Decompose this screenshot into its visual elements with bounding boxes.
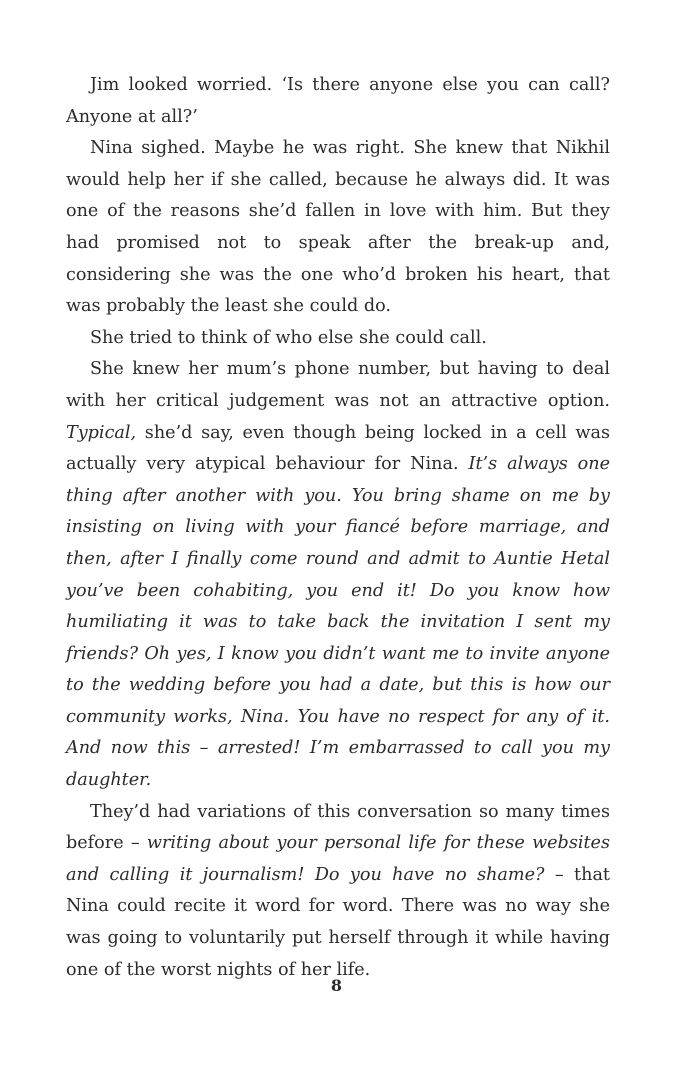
paragraph-text: she’d say, even though being locked in a cell was actually very atypical behaviour for Nina.	[66, 422, 610, 475]
paragraph-text: She knew her mum’s phone number, but having to deal with her critical judgement was not an attractive option.	[66, 359, 610, 411]
paragraph-text: They’d had variations of this conversation so many times before –	[66, 801, 610, 854]
paragraph-text: – that Nina could recite it word for word. There was no way she was going to voluntarily put herself through it while having one of the worst nights of her life.	[66, 864, 611, 980]
paragraph	[66, 70, 610, 133]
paragraph-text: Jim looked worried. ‘Is there anyone else you can call? Anyone at all?’	[66, 75, 610, 127]
paragraph	[66, 323, 610, 355]
page-body	[66, 70, 610, 986]
page-number: 8	[330, 976, 343, 995]
paragraph-text: She tried to think of who else she could call.	[90, 327, 487, 348]
paragraph	[66, 354, 610, 796]
paragraph	[66, 133, 610, 323]
paragraph-italic-text: writing about your personal life for these websites and calling it journalism! Do you have no shame?	[66, 833, 610, 885]
paragraph-italic-text: Typical,	[66, 422, 137, 443]
paragraph-italic-text: It’s always one thing after another with you. You bring shame on me by insisting on living with your fiancé before marriage, and then, after I finally come round and admit to Auntie Hetal you’ve been cohabiting, you end it! Do you know how humiliating it was to take back the invitation I sent my friends? Oh yes, I know you didn’t want me to invite anyone to the wedding before you had a date, but this is how our community works, Nina. You have no respect for any of it. And now this – arrested! I’m embarrassed to call you my daughter.	[66, 454, 610, 791]
paragraph-text: Nina sighed. Maybe he was right. She knew that Nikhil would help her if she called, because he always did. It was one of the reasons she’d fallen in love with him. But they had promised not to speak after the break-up and, considering she was the one who’d broken his heart, that was probably the least she could do.	[66, 138, 610, 317]
paragraph	[66, 797, 610, 987]
